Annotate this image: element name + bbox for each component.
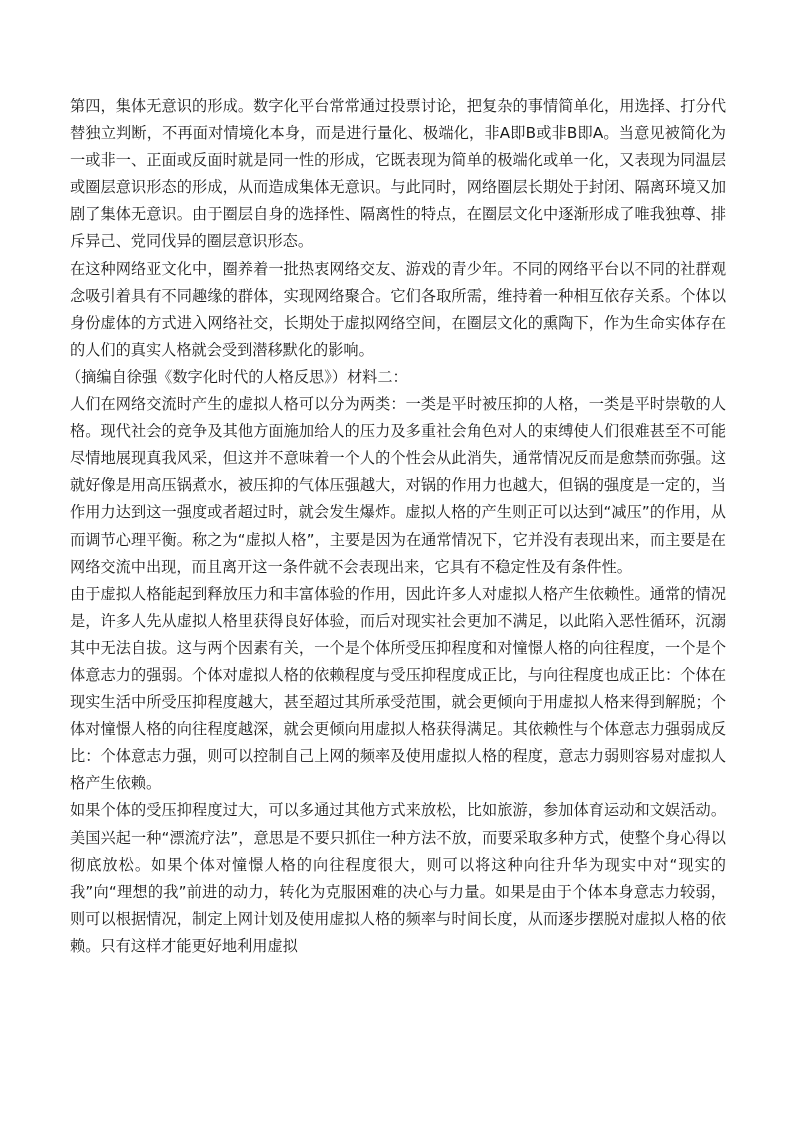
paragraph-virtual-personality-types: 人们在网络交流时产生的虚拟人格可以分为两类：一类是平时被压抑的人格，一类是平时崇敬的人格。现代社会的竞争及其他方面施加给人的压力及多重社会角色对人的束缚使人们很难甚至不可能尽情地展现真我风采，但这并不意味着一个人的个性会从此消失，通常情况反而是愈禁而弥强。这就好像是用高压锅煮水，被压抑的气体压强越大，对锅的作用力也越大，但锅的强度是一定的，当作用力达到这一强度或者超过时，就会发生爆炸。虚拟人格的产生则正可以达到“减压”的作用，从而调节心理平衡。称之为“虚拟人格”，主要是因为在通常情况下，它并没有表现出来，而主要是在网络交流中出现，而且离开这一条件就不会表现出来，它具有不稳定性及有条件性。: [70, 395, 726, 576]
paragraph-remedies: 如果个体的受压抑程度过大，可以多通过其他方式来放松，比如旅游，参加体育运动和文娱活动。美国兴起一种“漂流疗法”，意思是不要只抓住一种方法不放，而要采取多种方式，使整个身心得以彻底放松。如果个体对憧憬人格的向往程度很大，则可以将这种向往升华为现实中对“现实的我”向“理想的我”前进的动力，转化为克服困难的决心与力量。如果是由于个体本身意志力较弱，则可以根据情况，制定上网计划及使用虚拟人格的频率与时间长度，从而逐步摆脱对虚拟人格的依赖。只有这样才能更好地利用虚拟: [70, 801, 726, 955]
paragraph-network-subculture: 在这种网络亚文化中，圈养着一批热衷网络交友、游戏的青少年。不同的网络平台以不同的社群观念吸引着具有不同趣缘的群体，实现网络聚合。它们各取所需，维持着一种相互依存关系。个体以身份虚体的方式进入网络社交，长期处于虚拟网络空间，在圈层文化的熏陶下，作为生命实体存在的人们的真实人格就会受到潜移默化的影响。: [70, 259, 726, 359]
paragraph-dependency: 由于虚拟人格能起到释放压力和丰富体验的作用，因此许多人对虚拟人格产生依赖性。通常的情况是，许多人先从虚拟人格里获得良好体验，而后对现实社会更加不满足，以此陷入恶性循环，沉溺其中无法自拔。这与两个因素有关，一个是个体所受压抑程度和对憧憬人格的向往程度，一个是个体意志力的强弱。个体对虚拟人格的依赖程度与受压抑程度成正比，与向往程度也成正比：个体在现实生活中所受压抑程度越大，甚至超过其所承受范围，就会更倾向于用虚拟人格来得到解脱；个体对憧憬人格的向往程度越深，就会更倾向用虚拟人格获得满足。其依赖性与个体意志力强弱成反比：个体意志力强，则可以控制自己上网的频率及使用虚拟人格的程度，意志力弱则容易对虚拟人格产生依赖。: [70, 584, 726, 793]
paragraph-collective-unconscious: 第四，集体无意识的形成。数字化平台常常通过投票讨论，把复杂的事情简单化，用选择、打分代替独立判断，不再面对情境化本身，而是进行量化、极端化，非A即B或非B即A。当意见被简化为一或非一、正面或反面时就是同一性的形成，它既表现为简单的极端化或单一化，又表现为同温层或圈层意识形态的形成，从而造成集体无意识。与此同时，网络圈层长期处于封闭、隔离环境又加剧了集体无意识。由于圈层自身的选择性、隔离性的特点，在圈层文化中逐渐形成了唯我独尊、排斥异己、党同伐异的圈层意识形态。: [70, 97, 726, 251]
document-body: [66, 93, 726, 960]
source-citation: （摘编自徐强《数字化时代的人格反思》）材料二：: [66, 367, 408, 386]
